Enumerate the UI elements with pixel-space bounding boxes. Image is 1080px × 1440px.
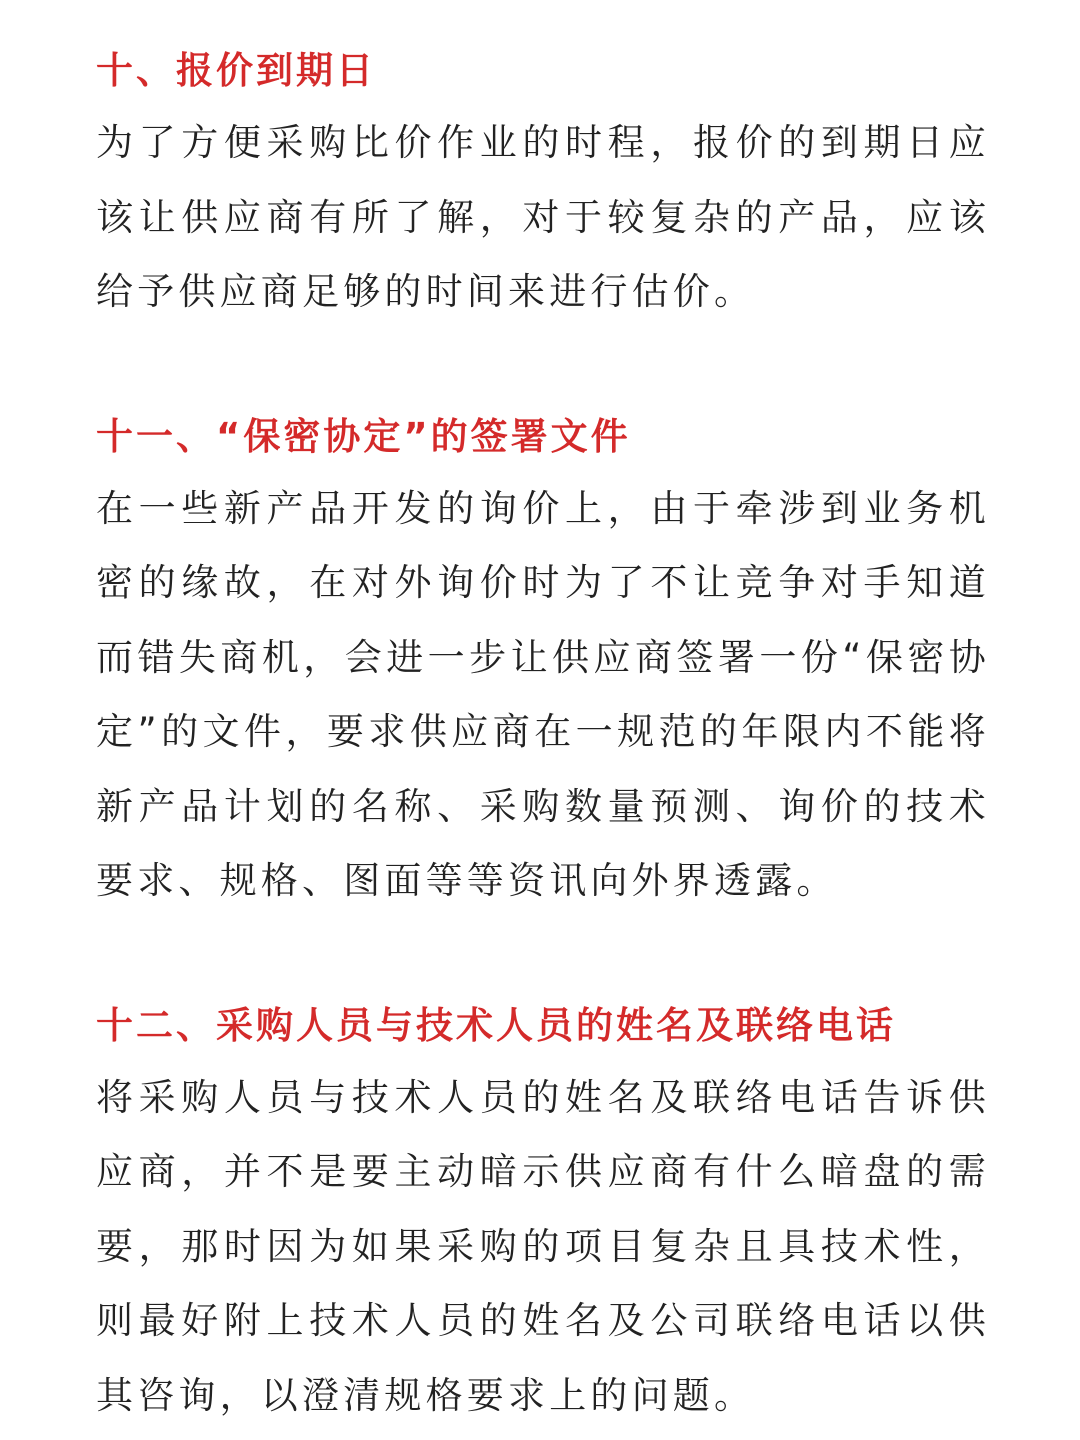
section-body: 将采购人员与技术人员的姓名及联络电话告诉供应商，并不是要主动暗示供应商有什么暗盘的需要，那时因为如果采购的项目复杂且具技术性，则最好附上技术人员的姓名及公司联络电话以供其咨询，以澄清规格要求上的问题。 (96, 1075, 990, 1417)
section-heading: 十一、“保密协定”的签署文件 (96, 414, 631, 458)
section-body: 为了方便采购比价作业的时程，报价的到期日应该让供应商有所了解，对于较复杂的产品，应该给予供应商足够的时间来进行估价。 (96, 121, 990, 313)
section-body: 在一些新产品开发的询价上，由于牵涉到业务机密的缘故，在对外询价时为了不让竞争对手知道而错失商机，会进一步让供应商签署一份“保密协定”的文件，要求供应商在一规范的年限内不能将新产品计划的名称、采购数量预测、询价的技术要求、规格、图面等等资讯向外界透露。 (96, 486, 990, 902)
section-contact-info (96, 997, 990, 1434)
section-heading: 十、报价到期日 (96, 49, 376, 92)
section-quote-expiry (96, 42, 990, 330)
section-confidentiality-agreement (96, 408, 990, 919)
section-heading: 十二、采购人员与技术人员的姓名及联络电话 (96, 1003, 896, 1047)
